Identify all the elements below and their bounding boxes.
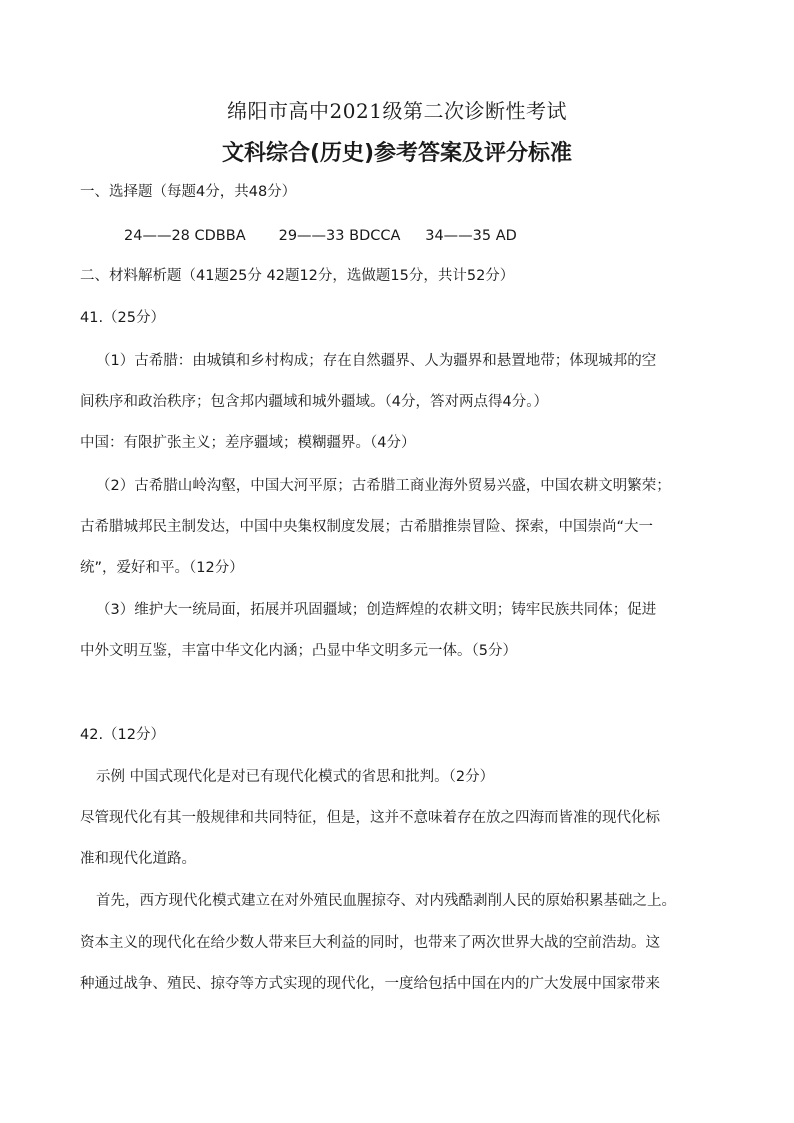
- q42-line: 准和现代化道路。: [80, 851, 196, 867]
- answer-group-1: 24——28 CDBBA: [124, 228, 246, 244]
- q42-line: 资本主义的现代化在给少数人带来巨大利益的同时，也带来了两次世界大战的空前浩劫。这: [80, 935, 660, 951]
- q42-line: 示例 中国式现代化是对已有现代化模式的省思和批判。（2分）: [96, 769, 495, 785]
- q42-line: 种通过战争、殖民、掠夺等方式实现的现代化，一度给包括中国在内的广大发展中国家带来: [80, 976, 660, 992]
- q42-line: 首先，西方现代化模式建立在对外殖民血腥掠夺、对内残酷剥削人民的原始积累基础之上。: [96, 893, 676, 909]
- q41-line: 中外文明互鉴，丰富中华文化内涵；凸显中华文明多元一体。（5分）: [80, 643, 517, 659]
- answer-group-2: 29——33 BDCCA: [278, 228, 401, 244]
- page-title: 绵阳市高中2021级第二次诊断性考试: [227, 99, 567, 123]
- q42-heading: 42.（12分）: [80, 727, 166, 743]
- q41-heading: 41.（25分）: [80, 310, 166, 326]
- q41-line: 古希腊城邦民主制发达，中国中央集权制度发展；古希腊推崇冒险、探索，中国崇尚“大一: [80, 519, 654, 535]
- page-subtitle: 文科综合(历史)参考答案及评分标准: [221, 141, 573, 166]
- q41-line: （2）古希腊山岭沟壑，中国大河平原；古希腊工商业海外贸易兴盛，中国农耕文明繁荣；: [96, 478, 671, 494]
- section2-heading: 二、材料解析题（41题25分 42题12分，选做题15分，共计52分）: [80, 268, 515, 284]
- section1-heading: 一、选择题（每题4分，共48分）: [80, 184, 297, 200]
- answer-group-3: 34——35 AD: [425, 228, 517, 244]
- q41-line: （1）古希腊：由城镇和乡村构成；存在自然疆界、人为疆界和悬置地带；体现城邦的空: [96, 353, 657, 369]
- q42-line: 尽管现代化有其一般规律和共同特征，但是，这并不意味着存在放之四海而皆准的现代化标: [80, 810, 660, 826]
- answer-row: [124, 225, 784, 247]
- q41-line: 间秩序和政治秩序；包含邦内疆域和城外疆域。（4分，答对两点得4分。）: [80, 394, 548, 410]
- q41-line: （3）维护大一统局面，拓展并巩固疆域；创造辉煌的农耕文明；铸牢民族共同体；促进: [96, 602, 657, 618]
- q41-line: 统”，爱好和平。（12分）: [80, 560, 244, 576]
- q41-line: 中国：有限扩张主义；差序疆域；模糊疆界。（4分）: [80, 435, 416, 451]
